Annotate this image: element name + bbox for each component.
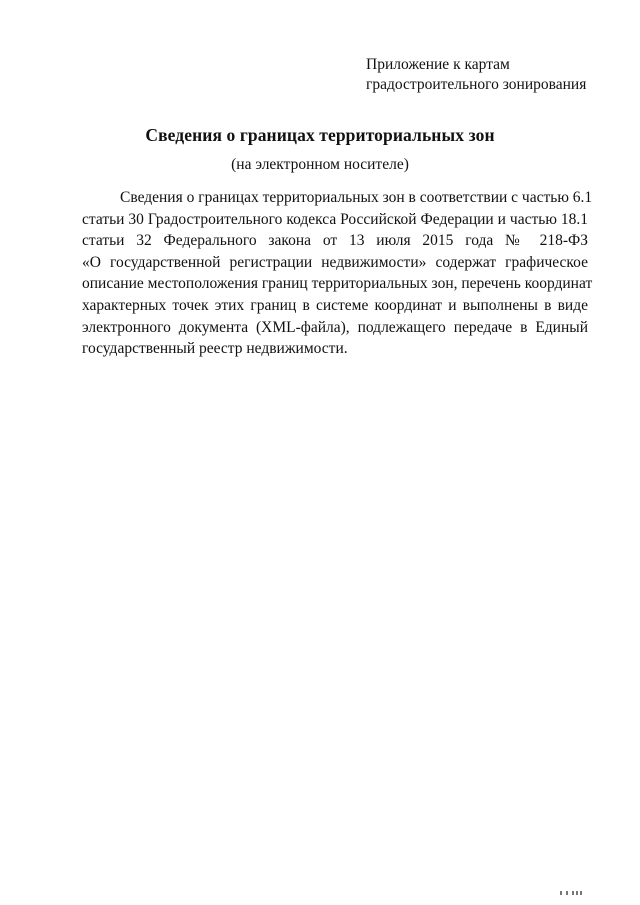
- body-line: описание местоположения границ территориальных зон, перечень координат: [82, 275, 593, 293]
- document-subtitle: (на электронном носителе): [231, 156, 409, 173]
- body-paragraph: [82, 187, 593, 360]
- body-line: Сведения о границах территориальных зон в соответствии с частью 6.1: [120, 189, 593, 206]
- body-line: «О государственной регистрации недвижимости» содержат графическое: [82, 253, 588, 271]
- body-line: электронного документа (XML-файла), подлежащего передаче в Единый: [82, 318, 588, 336]
- appendix-note-line-1: Приложение к картам: [366, 56, 510, 73]
- body-line: статьи 32 Федерального закона от 13 июля 2015 года № 218-ФЗ: [82, 232, 588, 250]
- appendix-note-line-2: градостроительного зонирования: [366, 76, 587, 93]
- body-line: статьи 30 Градостроительного кодекса Российской Федерации и частью 18.1: [82, 210, 588, 228]
- document-title: Сведения о границах территориальных зон: [145, 125, 495, 145]
- appendix-note: [366, 55, 616, 95]
- scan-artifact-top: [572, 0, 596, 6]
- body-line: государственный реестр недвижимости.: [82, 340, 348, 358]
- body-line: характерных точек этих границ в системе координат и выполнены в виде: [82, 296, 588, 314]
- scan-artifact-bottom: [560, 891, 590, 897]
